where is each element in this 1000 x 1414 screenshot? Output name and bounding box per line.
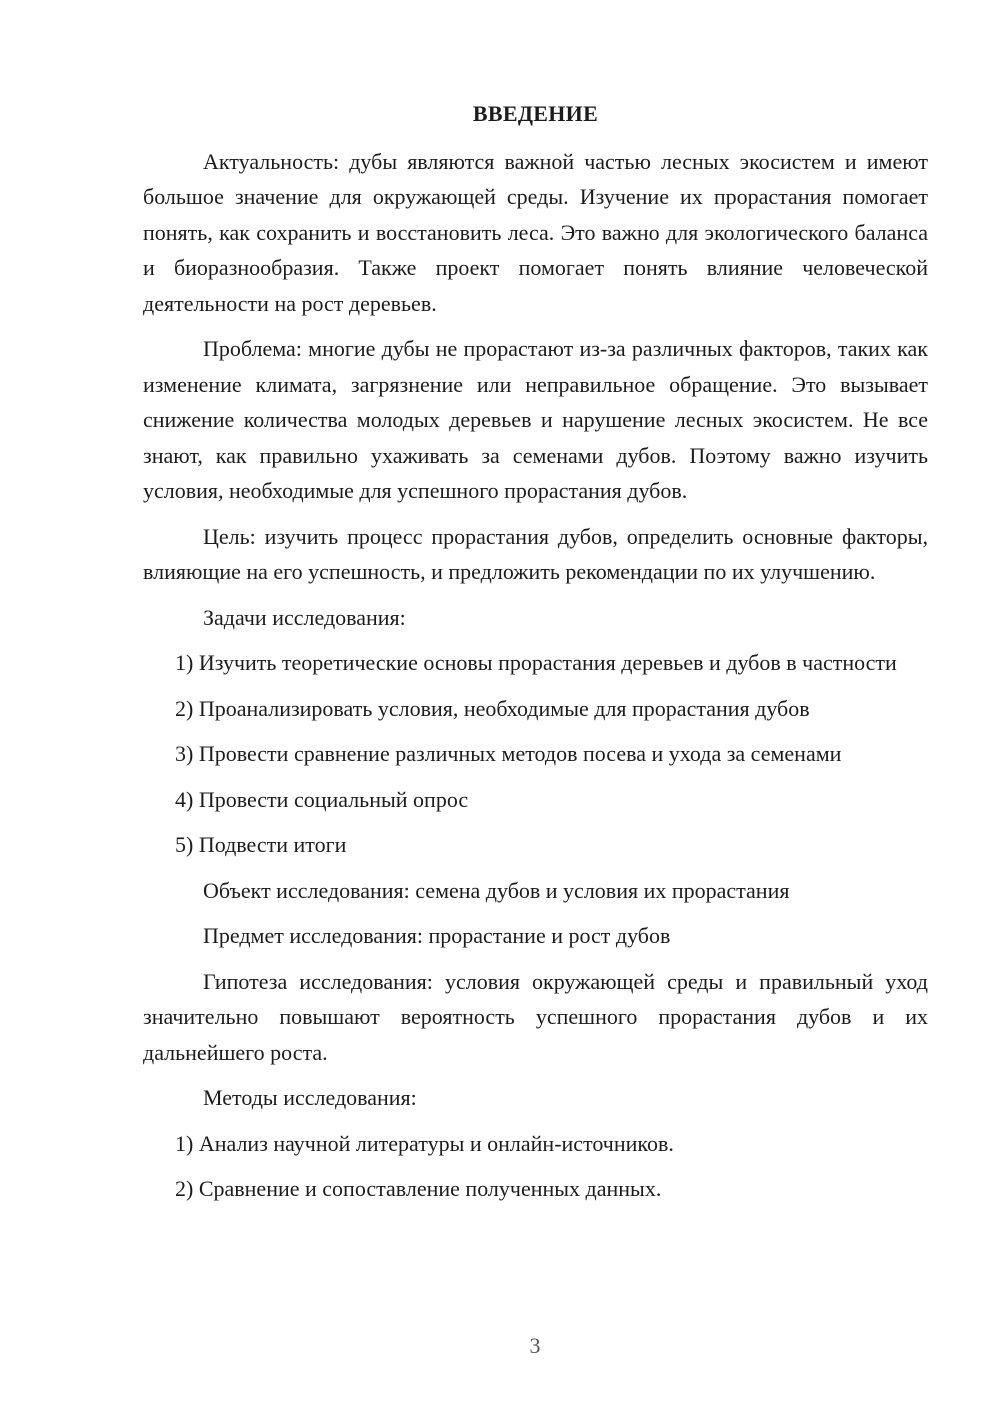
methods-heading: Методы исследования: bbox=[203, 1085, 417, 1110]
goal-paragraph: Цель: изучить процесс прорастания дубов, определить основные факторы, влияющие на его успешность, и предложить рекомендации по их улучшению. bbox=[143, 523, 928, 584]
task-item: 2) Проанализировать условия, необходимые для прорастания дубов bbox=[175, 695, 810, 721]
section-title: ВВЕДЕНИЕ bbox=[472, 101, 599, 126]
relevance-paragraph: Актуальность: дубы являются важной частью лесных экосистем и имеют большое значение для окружающей среды. Изучение их прорастания помогает понять, как сохранить и восстановить леса. Это важно для экологического баланса и биоразнообразия. Также проект помогает понять влияние человеческой деятельности на рост деревьев. bbox=[143, 148, 928, 316]
page-number: 3 bbox=[529, 1333, 541, 1358]
problem-paragraph: Проблема: многие дубы не прорастают из-за различных факторов, таких как изменение климата, загрязнение или неправильное обращение. Это вызывает снижение количества молодых деревьев и нарушение лесных экосистем. Не все знают, как правильно ухаживать за семенами дубов. Поэтому важно изучить условия, необходимые для успешного прорастания дубов. bbox=[143, 336, 928, 503]
document-page bbox=[143, 96, 928, 1217]
method-item: 2) Сравнение и сопоставление полученных данных. bbox=[175, 1176, 662, 1201]
task-item: 5) Подвести итоги bbox=[175, 832, 347, 857]
task-item: 3) Провести сравнение различных методов посева и ухода за семенами bbox=[175, 741, 842, 766]
tasks-heading: Задачи исследования: bbox=[203, 604, 406, 630]
task-item: 1) Изучить теоретические основы прорастания деревьев и дубов в частности bbox=[175, 650, 897, 675]
task-item: 4) Провести социальный опрос bbox=[175, 786, 469, 812]
object-line: Объект исследования: семена дубов и условия их прорастания bbox=[203, 877, 790, 903]
method-item: 1) Анализ научной литературы и онлайн-источников. bbox=[175, 1130, 674, 1156]
hypothesis-paragraph: Гипотеза исследования: условия окружающей среды и правильный уход значительно повышают вероятность успешного прорастания дубов и их дальнейшего роста. bbox=[143, 968, 928, 1065]
subject-line: Предмет исследования: прорастание и рост дубов bbox=[203, 923, 671, 948]
